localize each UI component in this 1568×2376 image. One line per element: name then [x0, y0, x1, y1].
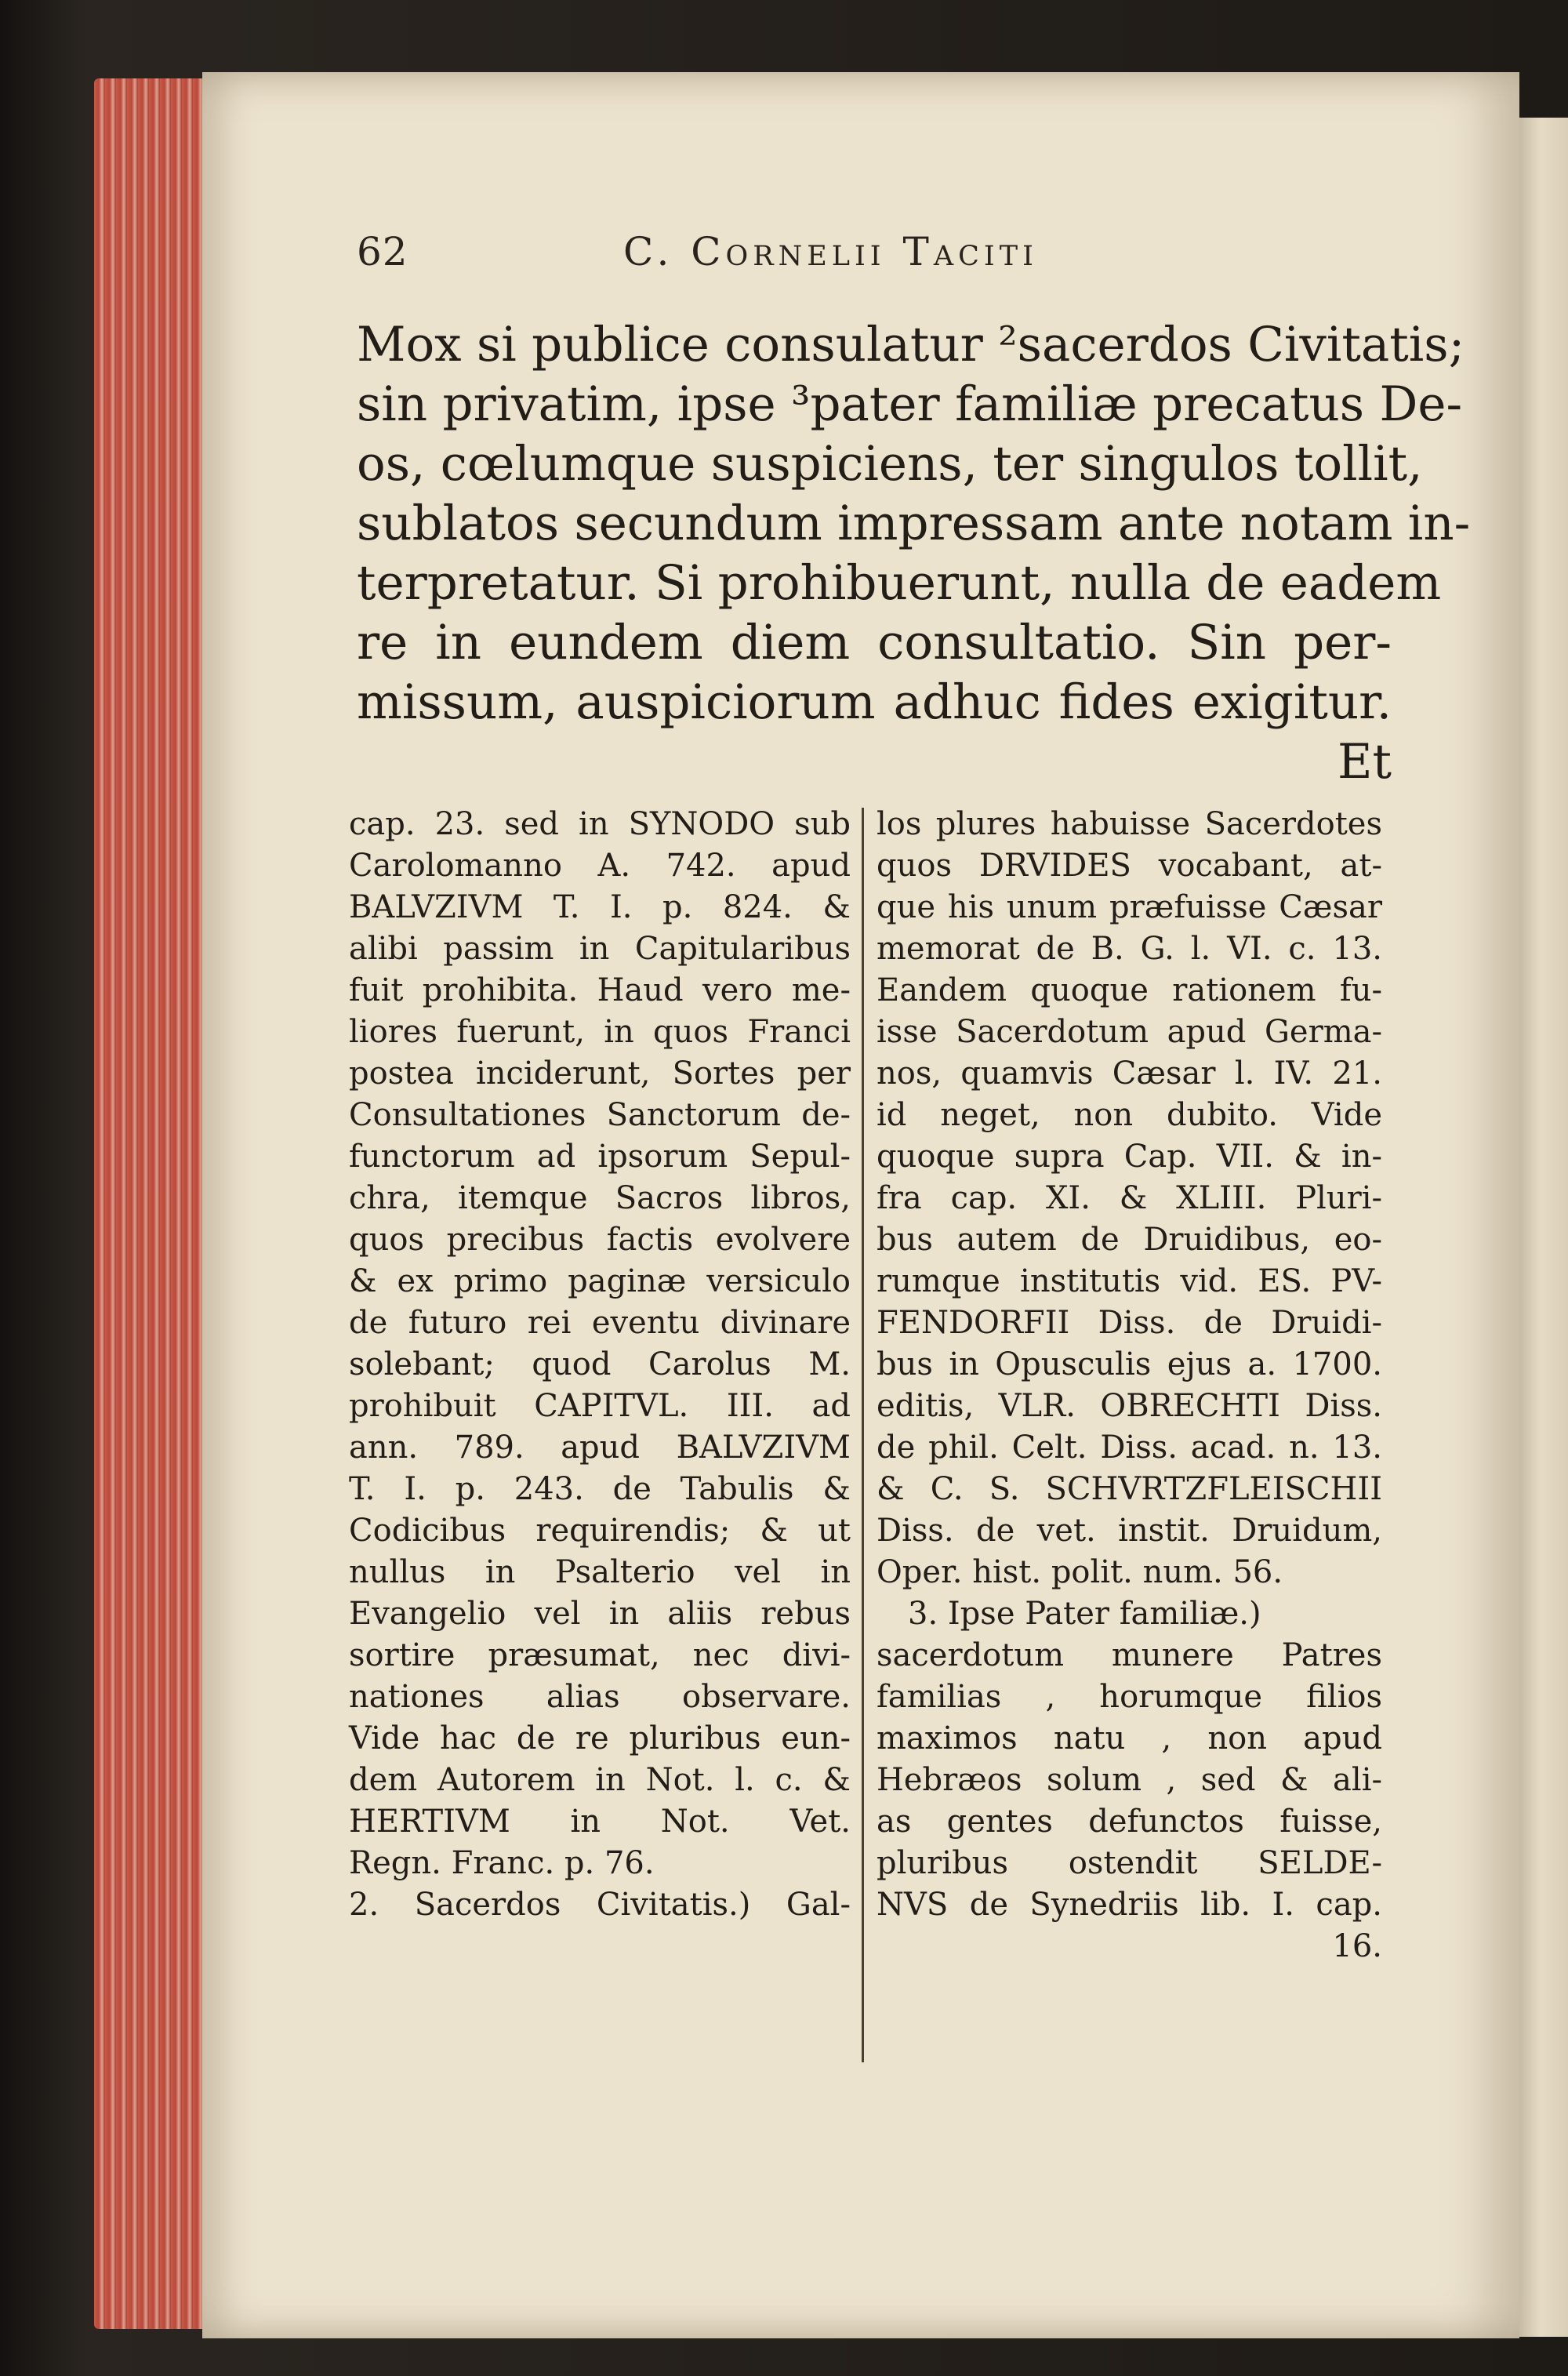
main-text — [357, 315, 1471, 792]
note-line: postea inciderunt, Sortes per — [349, 1055, 851, 1092]
note-line: ann. 789. apud BALVZIVM — [349, 1430, 851, 1466]
main-text-line: sin privatim, ipse ³pater familiæ precatus De- — [357, 376, 1463, 432]
note-line: fuit prohibita. Haud vero me- — [349, 972, 851, 1008]
note-line: quos DRVIDES vocabant, at- — [877, 848, 1382, 884]
note-line: Oper. hist. polit. num. 56. — [877, 1554, 1283, 1590]
note-line: sacerdotum munere Patres — [877, 1637, 1382, 1673]
main-text-line: Mox si publice consulatur ²sacerdos Civitatis; — [357, 317, 1465, 372]
note-line: id neget, non dubito. Vide — [877, 1097, 1382, 1133]
note-line: NVS de Synedriis lib. I. cap. — [877, 1887, 1382, 1923]
note-line: chra, itemque Sacros libros, — [349, 1180, 851, 1216]
notes-left-column — [349, 804, 851, 1926]
catchword: Et — [1337, 734, 1392, 790]
note-line: Diss. de vet. instit. Druidum, — [877, 1513, 1382, 1549]
note-line: Consultationes Sanctorum de- — [349, 1097, 851, 1133]
note-line: & ex primo paginæ versiculo — [349, 1263, 851, 1299]
note-line: Vide hac de re pluribus eun- — [349, 1720, 851, 1757]
note-line: 3. Ipse Pater familiæ.) — [908, 1596, 1261, 1632]
note-line: bus in Opusculis ejus a. 1700. — [877, 1346, 1382, 1382]
column-rule — [862, 808, 864, 2062]
note-line: Carolomanno A. 742. apud — [349, 848, 851, 884]
note-line: Hebræos solum , sed & ali- — [877, 1762, 1382, 1798]
note-line: functorum ad ipsorum Sepul- — [349, 1139, 851, 1175]
note-line: nationes alias observare. — [349, 1679, 851, 1715]
running-title: C. Cornelii Taciti — [623, 229, 1038, 274]
note-line: & C. S. SCHVRTZFLEISCHII — [877, 1471, 1382, 1507]
note-line: rumque institutis vid. ES. PV- — [877, 1263, 1382, 1299]
main-text-line: os, cœlumque suspiciens, ter singulos tollit, — [357, 436, 1423, 492]
note-line: bus autem de Druidibus, eo- — [877, 1222, 1382, 1258]
note-line: nos, quamvis Cæsar l. IV. 21. — [877, 1055, 1382, 1092]
note-line: prohibuit CAPITVL. III. ad — [349, 1388, 851, 1424]
note-line: 2. Sacerdos Civitatis.) Gal- — [349, 1887, 851, 1923]
note-line: pluribus ostendit SELDE- — [877, 1845, 1382, 1881]
note-line: maximos natu , non apud — [877, 1720, 1382, 1757]
note-line: liores fuerunt, in quos Franci — [349, 1014, 851, 1050]
note-line: Eandem quoque rationem fu- — [877, 972, 1382, 1008]
notes-right-column — [877, 804, 1382, 1967]
note-line: dem Autorem in Not. l. c. & — [349, 1762, 851, 1798]
note-line: Evangelio vel in aliis rebus — [349, 1596, 851, 1632]
note-line: Codicibus requirendis; & ut — [349, 1513, 851, 1549]
main-text-line: re in eundem diem consultatio. Sin per- — [357, 615, 1392, 670]
note-line: as gentes defunctos fuisse, — [877, 1804, 1382, 1840]
note-line: familias , horumque filios — [877, 1679, 1382, 1715]
note-line: cap. 23. sed in SYNODO sub — [349, 806, 851, 842]
note-line: sortire præsumat, nec divi- — [349, 1637, 851, 1673]
note-line: Regn. Franc. p. 76. — [349, 1845, 655, 1881]
main-text-line: sublatos secundum impressam ante notam in- — [357, 496, 1471, 551]
note-line: quoque supra Cap. VII. & in- — [877, 1139, 1382, 1175]
page-number: 62 — [357, 229, 408, 274]
note-line: nullus in Psalterio vel in — [349, 1554, 851, 1590]
note-line: alibi passim in Capitularibus — [349, 931, 851, 967]
note-line: de futuro rei eventu divinare — [349, 1305, 851, 1341]
note-line: memorat de B. G. l. VI. c. 13. — [877, 931, 1382, 967]
main-text-line: missum, auspiciorum adhuc fides exigitur. — [357, 674, 1392, 730]
note-line: FENDORFII Diss. de Druidi- — [877, 1305, 1382, 1341]
note-line: solebant; quod Carolus M. — [349, 1346, 851, 1382]
page-edges — [94, 78, 212, 2329]
note-line: editis, VLR. OBRECHTI Diss. — [877, 1388, 1382, 1424]
note-line: los plures habuisse Sacerdotes — [877, 806, 1382, 842]
note-line: quos precibus factis evolvere — [349, 1222, 851, 1258]
note-line: T. I. p. 243. de Tabulis & — [349, 1471, 851, 1507]
note-line: fra cap. XI. & XLIII. Pluri- — [877, 1180, 1382, 1216]
note-catchword: 16. — [1332, 1928, 1382, 1964]
main-text-line: terpretatur. Si prohibuerunt, nulla de eadem — [357, 555, 1442, 611]
running-head — [357, 229, 1368, 284]
note-line: BALVZIVM T. I. p. 824. & — [349, 889, 851, 925]
note-line: de phil. Celt. Diss. acad. n. 13. — [877, 1430, 1382, 1466]
note-line: HERTIVM in Not. Vet. — [349, 1804, 851, 1840]
note-line: isse Sacerdotum apud Germa- — [877, 1014, 1382, 1050]
note-line: que his unum præfuisse Cæsar — [877, 889, 1382, 925]
